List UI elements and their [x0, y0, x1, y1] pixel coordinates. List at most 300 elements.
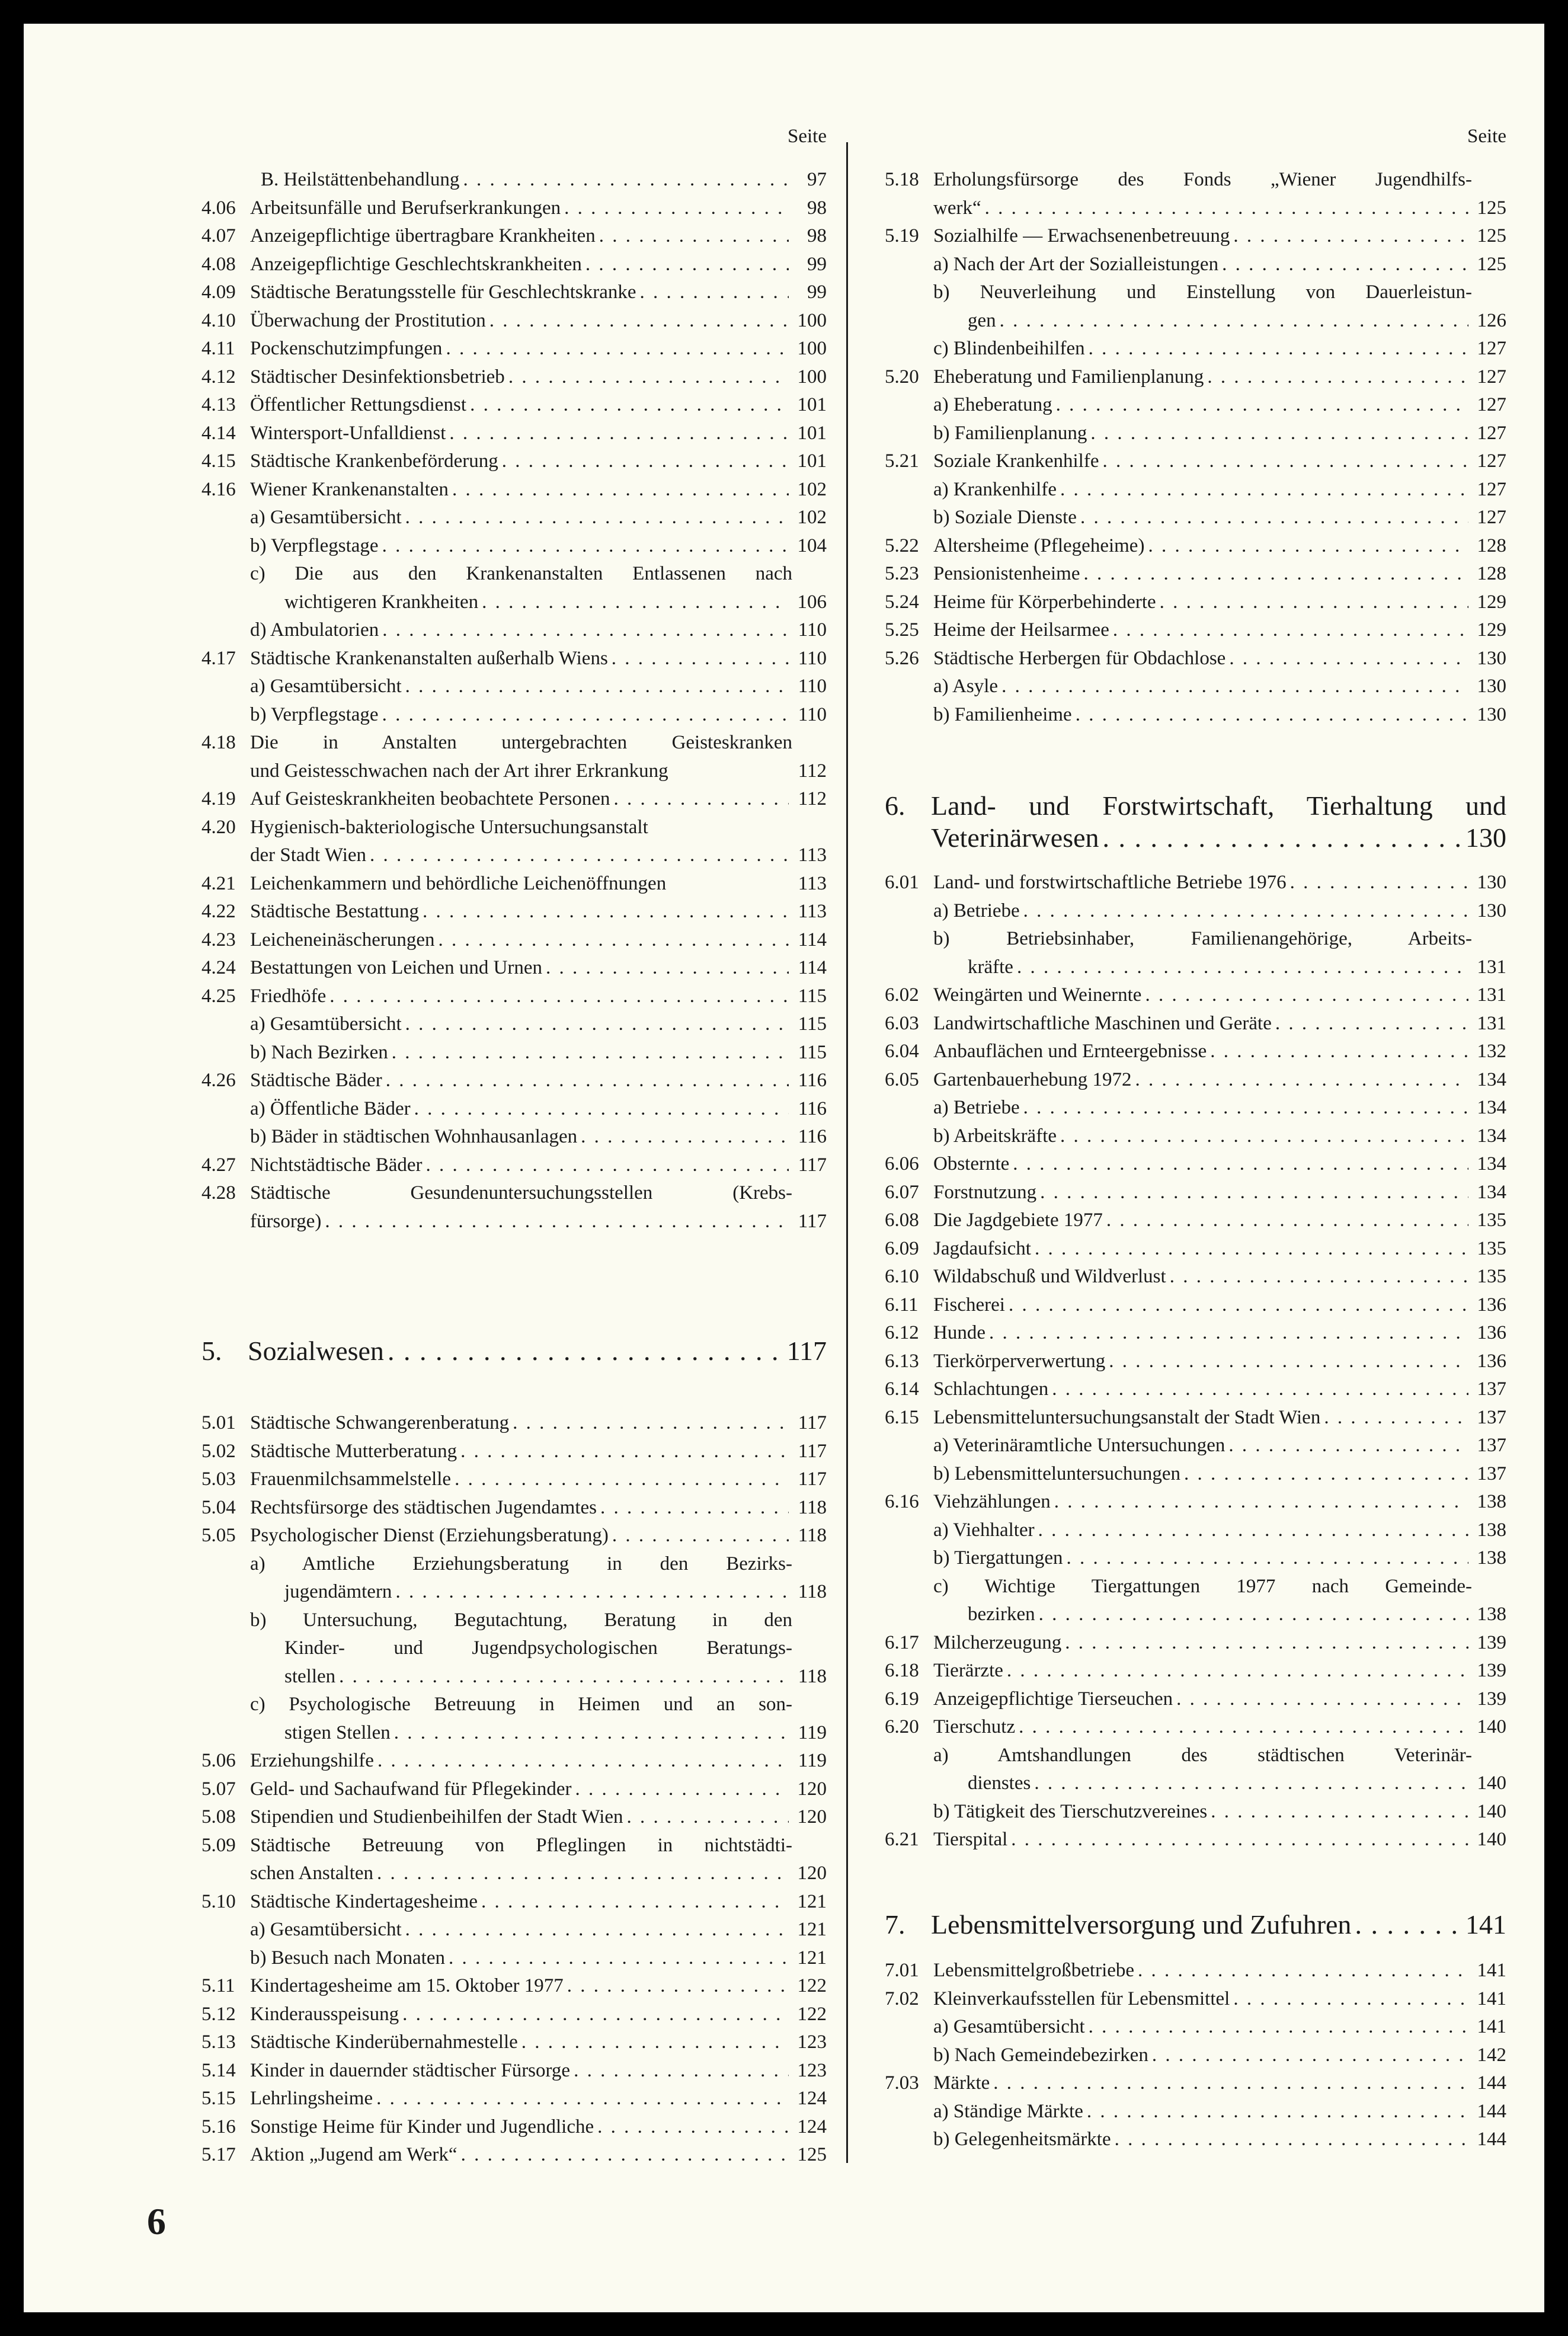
- entry-page: 125: [797, 2144, 827, 2165]
- entry-label: Sozialhilfe — Erwachsenenbetreuung: [933, 225, 1230, 247]
- entry-page: 132: [1477, 1041, 1506, 1062]
- entry-label: stellen: [284, 1665, 336, 1687]
- entry-page: 137: [1477, 1406, 1506, 1428]
- entry-number: 7.01: [885, 1960, 919, 1981]
- toc-entry: [885, 1263, 1506, 1291]
- section-page: 141: [1465, 1909, 1506, 1940]
- toc-entry: [201, 1888, 827, 1916]
- entry-page: 112: [798, 788, 827, 809]
- toc-entry: [885, 1348, 1506, 1376]
- toc-list-section-4: [201, 166, 827, 1236]
- leader-dots: [1229, 645, 1468, 673]
- entry-label: Forstnutzung: [933, 1181, 1037, 1203]
- entry-page: 114: [798, 957, 827, 978]
- leader-dots: [1145, 981, 1468, 1010]
- toc-entry: [201, 1151, 827, 1180]
- entry-page: 144: [1477, 2100, 1506, 2122]
- entry-page: 98: [807, 197, 827, 219]
- toc-entry: [201, 1550, 827, 1579]
- leader-dots: [388, 1333, 782, 1369]
- entry-label: Stipendien und Studienbeihilfen der Stadt Wien: [250, 1806, 623, 1828]
- leader-dots: [414, 1095, 789, 1124]
- leader-dots: [1170, 1263, 1468, 1291]
- toc-entry: [201, 1607, 827, 1635]
- entry-page: 110: [798, 619, 827, 641]
- entry-label: a) Gesamtübersicht: [250, 1013, 402, 1035]
- entry-label: Städtischer Desinfektionsbetrieb: [250, 366, 505, 388]
- entry-label: Lebensmittelgroßbetriebe: [933, 1960, 1135, 1981]
- toc-entry: [885, 1319, 1506, 1348]
- entry-label: b) Betriebsinhaber, Familienangehörige, Arbeits-: [933, 928, 1472, 949]
- leader-dots: [1054, 1488, 1468, 1516]
- toc-entry: [201, 1747, 827, 1775]
- entry-label: a) Veterinäramtliche Untersuchungen: [933, 1435, 1225, 1456]
- leader-dots: [1355, 1907, 1461, 1943]
- leader-dots: [612, 1522, 789, 1550]
- toc-entry: [201, 1067, 827, 1095]
- entry-label: a) Krankenhilfe: [933, 478, 1057, 500]
- toc-entry: [201, 447, 827, 476]
- leader-dots: [470, 391, 789, 420]
- entry-label: Städtische Herbergen für Obdachlose: [933, 647, 1226, 669]
- entry-label: Soziale Krankenhilfe: [933, 450, 1099, 472]
- section-page: 117: [786, 1336, 827, 1366]
- leader-dots: [423, 898, 789, 926]
- toc-entry: [201, 1663, 827, 1691]
- toc-entry: [885, 363, 1506, 392]
- toc-entry: [201, 1860, 827, 1888]
- toc-entry: [885, 447, 1506, 476]
- toc-entry: [885, 645, 1506, 673]
- toc-entry: [201, 870, 827, 898]
- entry-page: 128: [1477, 535, 1506, 556]
- entry-number: 5.21: [885, 450, 919, 472]
- entry-page: 144: [1477, 2072, 1506, 2094]
- toc-entry: [201, 335, 827, 363]
- toc-entry: [201, 2141, 827, 2169]
- toc-entry: [885, 1404, 1506, 1432]
- leader-dots: [1066, 1544, 1468, 1573]
- leader-dots: [1060, 476, 1468, 504]
- leader-dots: [394, 1719, 789, 1748]
- toc-list-section-5: [201, 1409, 827, 2169]
- entry-label: Eheberatung und Familienplanung: [933, 366, 1204, 388]
- entry-number: 4.18: [201, 732, 236, 753]
- toc-entry: [201, 1010, 827, 1039]
- leader-dots: [325, 1208, 789, 1236]
- entry-page: 125: [1477, 253, 1506, 275]
- entry-number: 6.01: [885, 872, 919, 893]
- toc-entry: [201, 1803, 827, 1832]
- toc-entry: [885, 560, 1506, 588]
- entry-page: 130: [1477, 872, 1506, 893]
- toc-entry: [201, 476, 827, 504]
- entry-label: c) Wichtige Tiergattungen 1977 nach Gemeinde-: [933, 1575, 1472, 1597]
- section-heading-7: [885, 1907, 1506, 1943]
- entry-page: 138: [1477, 1604, 1506, 1625]
- entry-label: Lebensmitteluntersuchungsanstalt der Stadt Wien: [933, 1406, 1321, 1428]
- entry-label: jugendämtern: [284, 1581, 392, 1602]
- entry-label: b) Lebensmitteluntersuchungen: [933, 1463, 1180, 1484]
- entry-number: 6.07: [885, 1181, 919, 1203]
- leader-dots: [1019, 1713, 1468, 1742]
- entry-page: 115: [798, 985, 827, 1007]
- entry-label: Wintersport-Unfalldienst: [250, 422, 446, 444]
- toc-entry: [201, 1409, 827, 1438]
- entry-page: 140: [1477, 1829, 1506, 1850]
- entry-page: 139: [1477, 1688, 1506, 1710]
- entry-label: a) Betriebe: [933, 900, 1020, 921]
- toc-entry: [885, 1629, 1506, 1657]
- toc-entry: [885, 532, 1506, 561]
- toc-entry: [201, 757, 827, 786]
- leader-dots: [1011, 1826, 1468, 1854]
- entry-page: 126: [1477, 309, 1506, 331]
- leader-dots: [382, 532, 789, 561]
- entry-page: 135: [1477, 1237, 1506, 1259]
- entry-number: 5.08: [201, 1806, 236, 1828]
- page-number: 6: [147, 2200, 166, 2242]
- entry-page: 140: [1477, 1716, 1506, 1737]
- leader-dots: [405, 504, 789, 532]
- section-title-line2: Veterinärwesen: [931, 823, 1099, 853]
- toc-entry: [201, 2113, 827, 2142]
- column-divider: [846, 142, 848, 2163]
- section-heading-6-line2: [885, 820, 1506, 856]
- entry-label: b) Tiergattungen: [933, 1547, 1063, 1569]
- entry-number: 4.21: [201, 872, 236, 894]
- leader-dots: [1138, 1957, 1468, 1985]
- leader-dots: [1089, 2013, 1468, 2041]
- entry-number: 4.25: [201, 985, 236, 1007]
- page-column-header: Seite: [788, 126, 827, 147]
- toc-entry: [885, 166, 1506, 194]
- leader-dots: [1080, 504, 1468, 532]
- entry-number: 5.01: [201, 1412, 236, 1433]
- entry-number: 4.26: [201, 1070, 236, 1091]
- toc-entry: [201, 645, 827, 673]
- toc-entry: [885, 2069, 1506, 2098]
- entry-label: Schlachtungen: [933, 1378, 1049, 1400]
- section-number: 6.: [885, 791, 905, 821]
- entry-number: 4.11: [201, 338, 235, 359]
- entry-number: 6.04: [885, 1041, 919, 1062]
- entry-number: 5.14: [201, 2059, 236, 2081]
- toc-list-section-5-cont: [885, 166, 1506, 729]
- entry-page: 117: [798, 1468, 827, 1490]
- entry-label: Leicheneinäscherungen: [250, 929, 435, 951]
- entry-label: Tierschutz: [933, 1716, 1016, 1737]
- toc-entry: [885, 1066, 1506, 1095]
- entry-page: 121: [797, 1890, 827, 1912]
- entry-page: 102: [797, 507, 827, 528]
- leader-dots: [482, 588, 789, 617]
- toc-entry: [885, 1291, 1506, 1320]
- entry-page: 117: [798, 1412, 827, 1433]
- entry-number: 4.20: [201, 816, 236, 838]
- toc-entry: [885, 2098, 1506, 2126]
- entry-label: Nichtstädtische Bäder: [250, 1154, 423, 1176]
- entry-page: 100: [797, 366, 827, 388]
- toc-entry: [885, 2013, 1506, 2041]
- toc-entry: [885, 1010, 1506, 1038]
- entry-label: b) Gelegenheitsmärkte: [933, 2129, 1111, 2150]
- entry-page: 138: [1477, 1519, 1506, 1541]
- entry-page: 131: [1477, 984, 1506, 1006]
- leader-dots: [489, 307, 789, 335]
- entry-page: 139: [1477, 1631, 1506, 1653]
- section-number: 5.: [201, 1336, 222, 1366]
- leader-dots: [1152, 2041, 1468, 2070]
- entry-number: 4.07: [201, 225, 236, 247]
- entry-number: 4.17: [201, 647, 236, 669]
- toc-entry: [201, 701, 827, 729]
- entry-page: 113: [798, 872, 827, 894]
- entry-label: Städtische Bäder: [250, 1070, 382, 1091]
- entry-number: 5.06: [201, 1750, 236, 1771]
- leader-dots: [1233, 222, 1468, 251]
- entry-number: 5.07: [201, 1778, 236, 1800]
- entry-label: b) Arbeitskräfte: [933, 1125, 1057, 1147]
- entry-page: 110: [798, 647, 827, 669]
- entry-number: 5.26: [885, 647, 919, 669]
- entry-label: Städtische Krankenbeförderung: [250, 450, 498, 472]
- leader-dots: [376, 2085, 789, 2113]
- entry-number: 6.18: [885, 1660, 919, 1681]
- toc-entry: [201, 2085, 827, 2113]
- leader-dots: [405, 673, 789, 701]
- entry-label: b) Tätigkeit des Tierschutzvereines: [933, 1800, 1208, 1822]
- entry-number: 5.05: [201, 1525, 236, 1546]
- entry-page: 138: [1477, 1491, 1506, 1512]
- toc-entry: [201, 1634, 827, 1663]
- toc-entry: [201, 1494, 827, 1522]
- toc-entry: [885, 194, 1506, 223]
- leader-dots: [1103, 820, 1461, 856]
- leader-dots: [985, 194, 1468, 223]
- entry-page: 141: [1477, 1960, 1506, 1981]
- leader-dots: [481, 1888, 789, 1916]
- toc-entry: [885, 1122, 1506, 1151]
- entry-label: Obsternte: [933, 1153, 1010, 1175]
- entry-page: 101: [797, 422, 827, 444]
- leader-dots: [1102, 447, 1468, 476]
- entry-page: 118: [798, 1525, 827, 1546]
- entry-label: Die Jagdgebiete 1977: [933, 1209, 1103, 1231]
- entry-label: Städtische Kinderübernahmestelle: [250, 2031, 518, 2053]
- entry-number: 5.17: [201, 2144, 236, 2165]
- toc-entry: [201, 898, 827, 926]
- toc-entry: [885, 2126, 1506, 2154]
- entry-number: 6.02: [885, 984, 919, 1006]
- toc-entry: [885, 925, 1506, 953]
- section-page: 130: [1465, 823, 1506, 853]
- document-page: [24, 24, 1544, 2312]
- toc-entry: [201, 279, 827, 307]
- entry-page: 125: [1477, 197, 1506, 219]
- entry-page: 130: [1477, 647, 1506, 669]
- leader-dots: [1089, 335, 1468, 363]
- leader-dots: [452, 476, 789, 504]
- toc-entry: [885, 1235, 1506, 1263]
- toc-entry: [201, 166, 827, 194]
- toc-list-section-6: [885, 869, 1506, 1854]
- entry-page: 136: [1477, 1322, 1506, 1343]
- toc-entry: [885, 504, 1506, 532]
- leader-dots: [446, 335, 789, 363]
- entry-label: Landwirtschaftliche Maschinen und Geräte: [933, 1012, 1272, 1034]
- entry-number: 6.14: [885, 1378, 919, 1400]
- toc-entry: [201, 2057, 827, 2085]
- leader-dots: [1083, 560, 1468, 588]
- entry-label: Wiener Krankenanstalten: [250, 478, 449, 500]
- entry-page: 119: [798, 1750, 827, 1771]
- entry-number: 5.12: [201, 2003, 236, 2025]
- entry-page: 129: [1477, 591, 1506, 613]
- entry-label: a) Gesamtübersicht: [250, 507, 402, 528]
- toc-entry: [201, 2001, 827, 2029]
- toc-entry: [201, 926, 827, 955]
- entry-number: 6.08: [885, 1209, 919, 1231]
- leader-dots: [1035, 1235, 1468, 1263]
- leader-dots: [1090, 420, 1468, 448]
- entry-label: a) Amtliche Erziehungsberatung in den Bezirks-: [250, 1553, 792, 1575]
- leader-dots: [1040, 1179, 1468, 1207]
- entry-label: Tierkörperverwertung: [933, 1350, 1106, 1372]
- toc-entry: [885, 1179, 1506, 1207]
- entry-number: 4.10: [201, 309, 236, 331]
- entry-number: 5.13: [201, 2031, 236, 2053]
- leader-dots: [463, 166, 789, 194]
- entry-label: dienstes: [968, 1772, 1031, 1794]
- entry-number: 4.22: [201, 901, 236, 922]
- entry-page: 116: [798, 1097, 827, 1119]
- entry-label: Kinder- und Jugendpsychologischen Beratungs-: [284, 1637, 792, 1659]
- entry-number: 6.17: [885, 1631, 919, 1653]
- entry-label: der Stadt Wien: [250, 844, 367, 866]
- entry-page: 116: [798, 1070, 827, 1091]
- entry-page: 134: [1477, 1125, 1506, 1147]
- leader-dots: [1160, 588, 1468, 617]
- toc-entry: [885, 1207, 1506, 1235]
- entry-number: 7.02: [885, 1988, 919, 2009]
- leader-dots: [1324, 1404, 1468, 1432]
- entry-page: 118: [798, 1496, 827, 1518]
- entry-page: 124: [797, 2088, 827, 2109]
- toc-entry: [201, 616, 827, 645]
- entry-page: 117: [798, 1210, 827, 1232]
- toc-entry: [885, 1601, 1506, 1629]
- toc-entry: [885, 1432, 1506, 1460]
- toc-entry: [885, 1460, 1506, 1489]
- toc-entry: [201, 1775, 827, 1804]
- toc-entry: [201, 2028, 827, 2057]
- entry-page: 141: [1477, 1988, 1506, 2009]
- entry-page: 119: [798, 1721, 827, 1743]
- entry-label: a) Viehhalter: [933, 1519, 1035, 1541]
- leader-dots: [1013, 1150, 1468, 1179]
- entry-label: a) Gesamtübersicht: [250, 676, 402, 697]
- toc-entry: [885, 476, 1506, 504]
- entry-number: 5.02: [201, 1440, 236, 1462]
- entry-label: a) Betriebe: [933, 1097, 1020, 1118]
- leader-dots: [382, 701, 789, 729]
- entry-label: Tierspital: [933, 1829, 1008, 1850]
- entry-page: 134: [1477, 1153, 1506, 1175]
- entry-page: 116: [798, 1126, 827, 1147]
- toc-entry: [201, 504, 827, 532]
- toc-entry: [201, 391, 827, 420]
- entry-page: 135: [1477, 1266, 1506, 1287]
- entry-page: 104: [797, 535, 827, 556]
- leader-dots: [1039, 1601, 1468, 1629]
- toc-entry: [885, 1957, 1506, 1985]
- entry-label: kräfte: [968, 956, 1013, 978]
- entry-page: 142: [1477, 2044, 1506, 2066]
- page-column-header: Seite: [1467, 126, 1506, 147]
- entry-page: 100: [797, 309, 827, 331]
- leader-dots: [460, 1438, 789, 1466]
- entry-label: Kleinverkaufsstellen für Lebensmittel: [933, 1988, 1230, 2009]
- entry-page: 123: [797, 2059, 827, 2081]
- entry-label: a) Nach der Art der Sozialleistungen: [933, 253, 1219, 275]
- toc-entry: [201, 1465, 827, 1494]
- entry-page: 138: [1477, 1547, 1506, 1569]
- toc-entry: [885, 1685, 1506, 1714]
- leader-dots: [392, 1039, 789, 1067]
- toc-entry: [885, 1985, 1506, 2014]
- entry-label: Jagdaufsicht: [933, 1237, 1031, 1259]
- entry-page: 123: [797, 2031, 827, 2053]
- entry-number: 4.14: [201, 422, 236, 444]
- leader-dots: [377, 1860, 789, 1888]
- entry-page: 128: [1477, 563, 1506, 584]
- entry-page: 124: [797, 2116, 827, 2137]
- leader-dots: [1023, 1094, 1468, 1122]
- toc-entry: [201, 673, 827, 701]
- entry-number: 4.09: [201, 281, 236, 303]
- entry-page: 127: [1477, 478, 1506, 500]
- toc-entry: [885, 391, 1506, 420]
- entry-number: 5.18: [885, 169, 919, 190]
- leader-dots: [1052, 1375, 1468, 1404]
- entry-label: werk“: [933, 197, 981, 219]
- leader-dots: [513, 1409, 789, 1438]
- entry-label: c) Psychologische Betreuung in Heimen und an son-: [250, 1694, 792, 1715]
- toc-entry: [885, 1375, 1506, 1404]
- toc-entry: [201, 1944, 827, 1973]
- entry-page: 113: [798, 844, 827, 866]
- toc-entry: [885, 1742, 1506, 1770]
- entry-page: 115: [798, 1013, 827, 1035]
- entry-number: 5.16: [201, 2116, 236, 2137]
- entry-page: 98: [807, 225, 827, 247]
- entry-label: Milcherzeugung: [933, 1631, 1062, 1653]
- section-title: Sozialwesen: [248, 1336, 384, 1366]
- entry-page: 127: [1477, 507, 1506, 528]
- entry-label: Friedhöfe: [250, 985, 327, 1007]
- toc-entry: [201, 841, 827, 870]
- entry-number: 4.24: [201, 957, 236, 978]
- entry-page: 130: [1477, 703, 1506, 725]
- entry-label: und Geistesschwachen nach der Art ihrer Erkrankung: [250, 760, 668, 782]
- toc-entry: [201, 1832, 827, 1860]
- leader-dots: [1207, 363, 1468, 392]
- entry-page: 134: [1477, 1181, 1506, 1203]
- toc-entry: [885, 1573, 1506, 1601]
- toc-entry: [201, 1691, 827, 1719]
- entry-label: Kinderausspeisung: [250, 2003, 399, 2025]
